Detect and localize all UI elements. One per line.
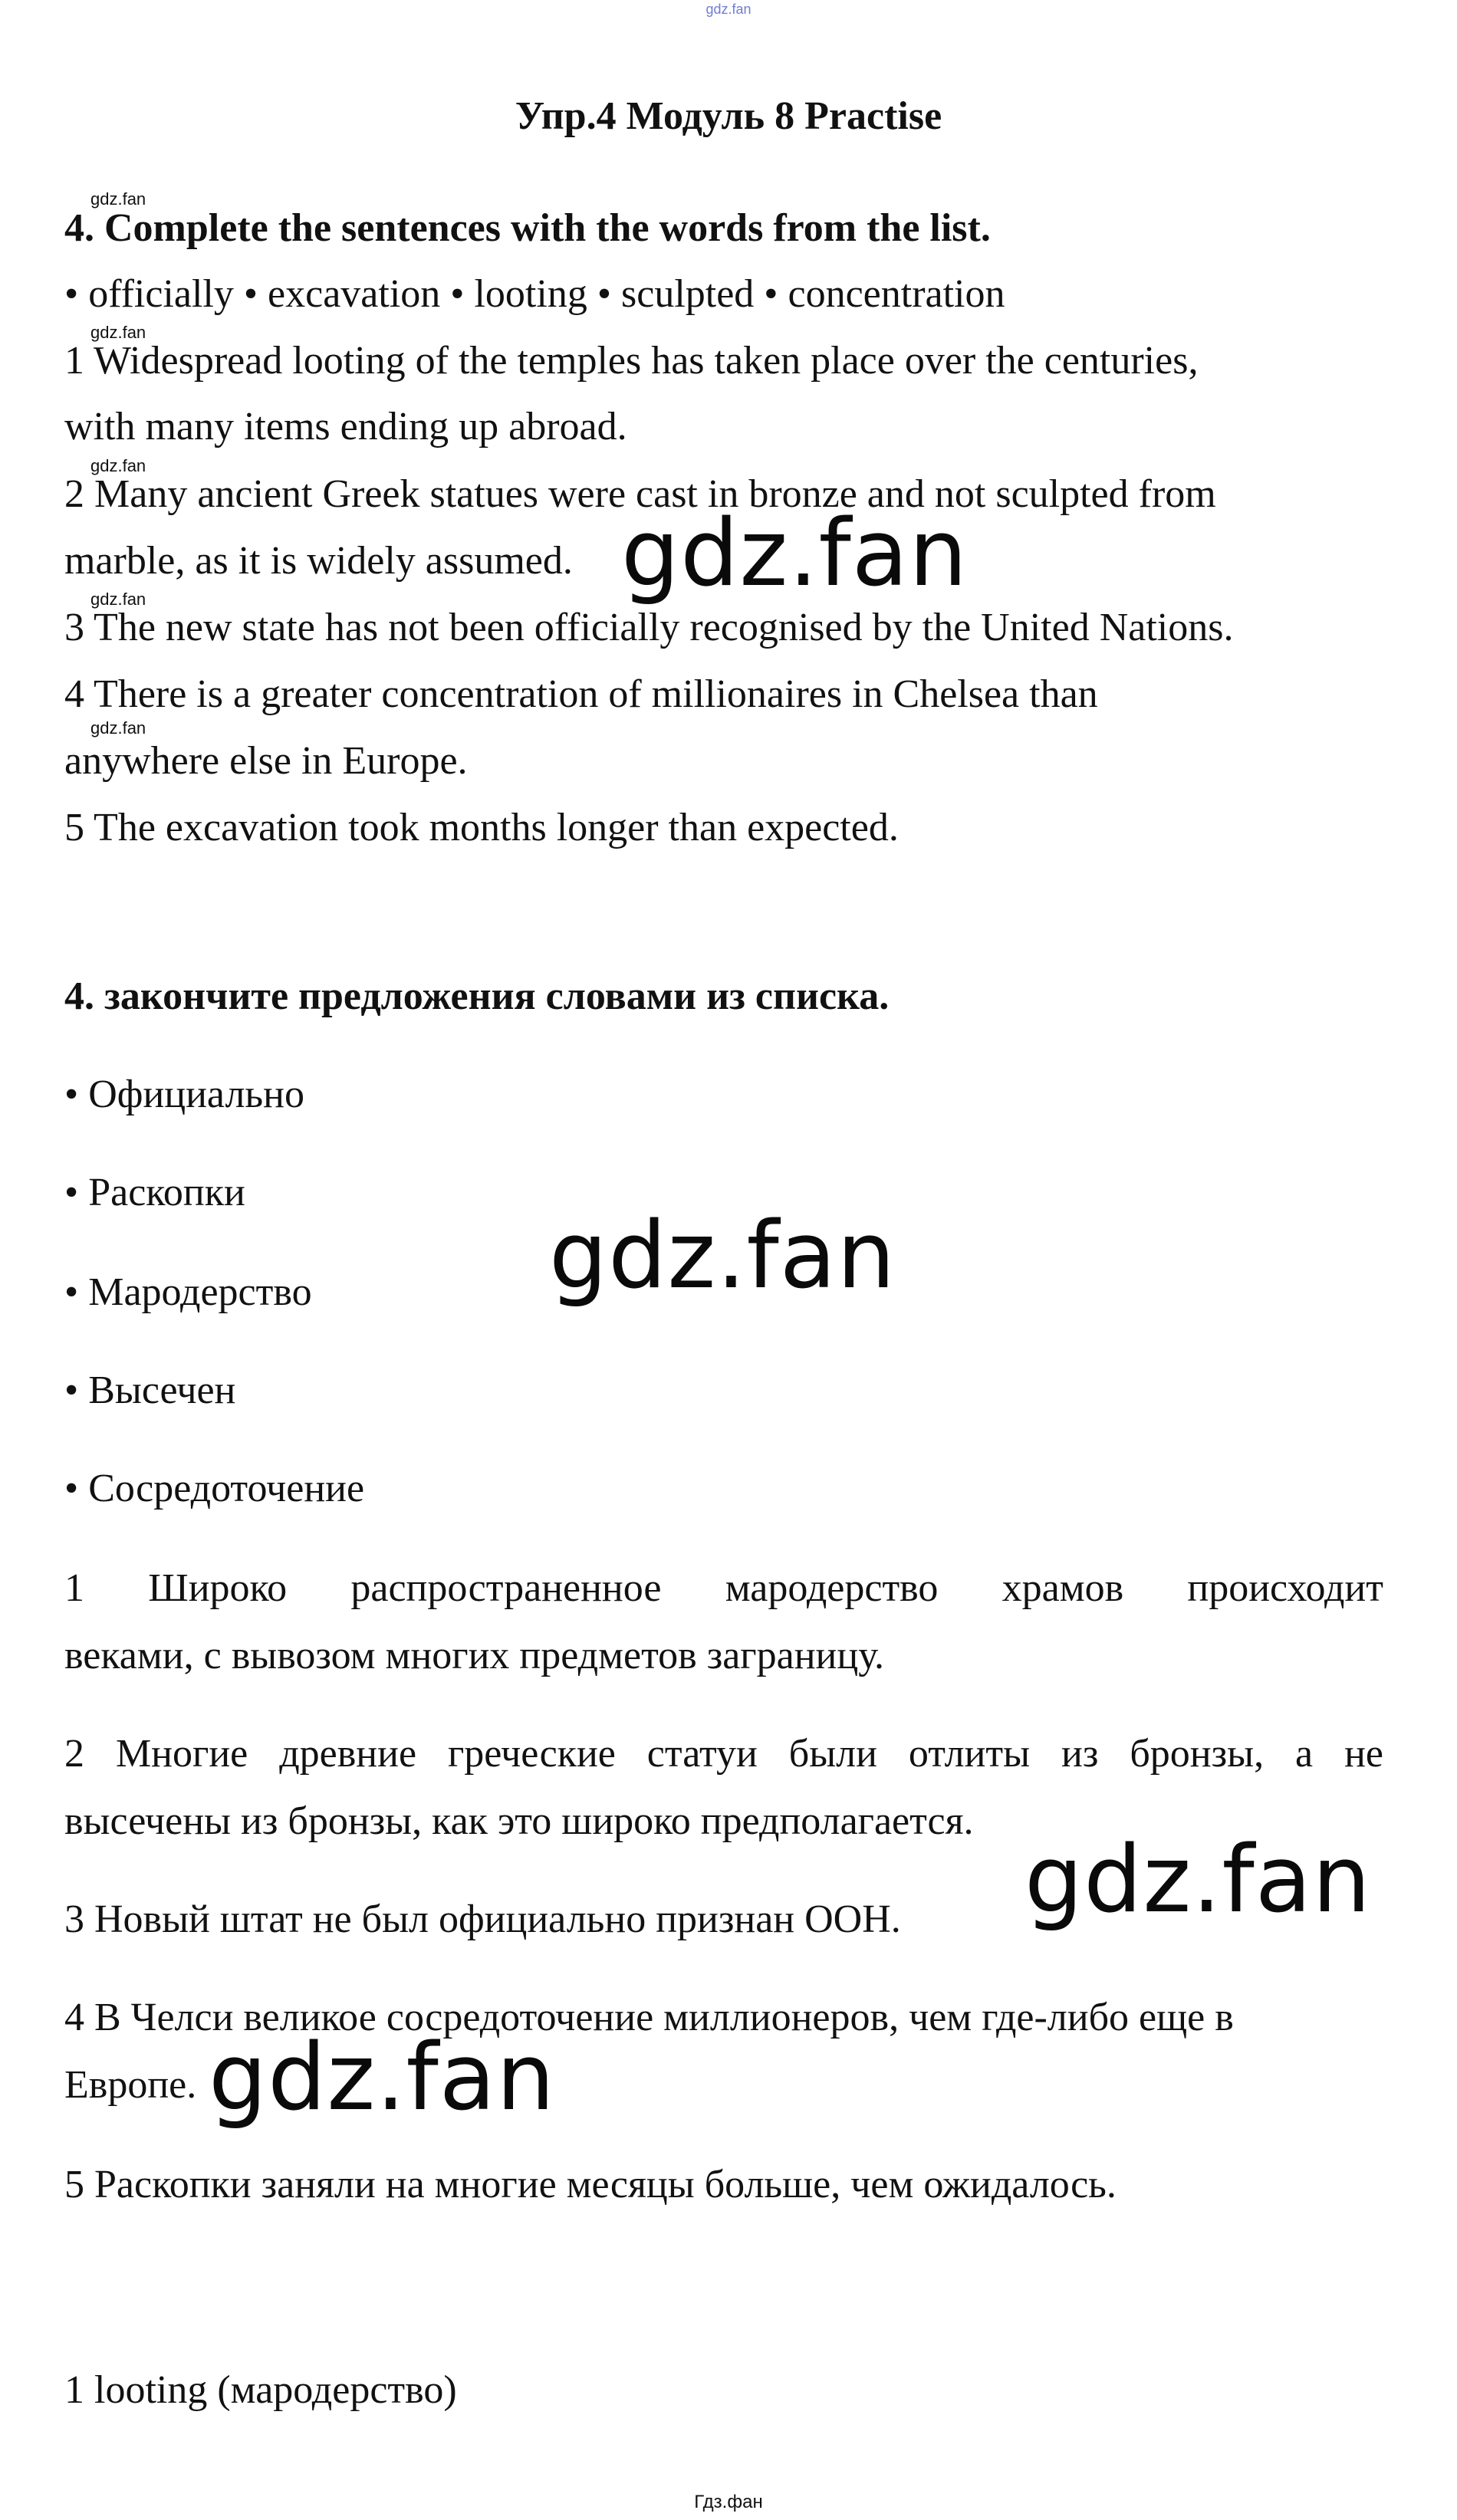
english-sentence-line: with many items ending up abroad. [64,405,627,448]
page-title: Упр.4 Модуль 8 Practise [515,94,942,138]
russian-word-item: • Мародерство [64,1270,312,1314]
large-watermark: gdz.fan [549,1203,896,1309]
russian-sentence-line: 1 Широко распространенное мародерство храмов происходит [64,1566,1383,1610]
english-sentence-line: 2 Many ancient Greek statues were cast in bronze and not sculpted from [64,472,1216,516]
small-watermark: gdz.fan [90,590,146,609]
russian-word-item: • Раскопки [64,1171,245,1214]
english-sentence-line: 1 Widespread looting of the temples has taken place over the centuries, [64,339,1199,383]
bottom-watermark: Гдз.фан [694,2492,763,2512]
russian-sentence-line: 2 Многие древние греческие статуи были отлиты из бронзы, а не [64,1732,1383,1776]
english-sentence-line: 5 The excavation took months longer than expected. [64,806,899,849]
top-watermark: gdz.fan [705,2,752,17]
large-watermark: gdz.fan [1025,1827,1372,1934]
russian-sentence-line: 3 Новый штат не был официально признан ООН. [64,1897,901,1941]
english-sentence-line: 4 There is a greater concentration of millionaires in Chelsea than [64,672,1098,716]
russian-word-item: • Официально [64,1073,304,1116]
russian-word-item: • Сосредоточение [64,1467,365,1510]
large-watermark: gdz.fan [621,501,969,607]
small-watermark: gdz.fan [90,456,146,475]
english-task-heading: 4. Complete the sentences with the words from the list. [64,206,991,250]
russian-sentence-line: высечены из бронзы, как это широко предполагается. [64,1799,974,1843]
russian-word-item: • Высечен [64,1368,236,1412]
russian-sentence-line: 5 Раскопки заняли на многие месяцы больше, чем ожидалось. [64,2163,1117,2206]
large-watermark: gdz.fan [209,2025,556,2131]
english-sentence-line: anywhere else in Europe. [64,739,468,783]
small-watermark: gdz.fan [90,189,146,209]
small-watermark: gdz.fan [90,718,146,738]
russian-sentence-line: веками, с вывозом многих предметов заграницу. [64,1634,884,1677]
english-sentence-line: marble, as it is widely assumed. [64,539,573,583]
russian-task-heading: 4. закончите предложения словами из списка. [64,974,890,1018]
english-sentence-line: 3 The new state has not been officially recognised by the United Nations. [64,606,1234,649]
russian-sentence-line: Европе. [64,2063,197,2107]
english-word-list: • officially • excavation • looting • sculpted • concentration [64,272,1005,316]
small-watermark: gdz.fan [90,323,146,342]
answer-line: 1 looting (мародерство) [64,2368,457,2412]
russian-sentence-line: 4 В Челси великое сосредоточение миллионеров, чем где-либо еще в [64,1996,1234,2039]
